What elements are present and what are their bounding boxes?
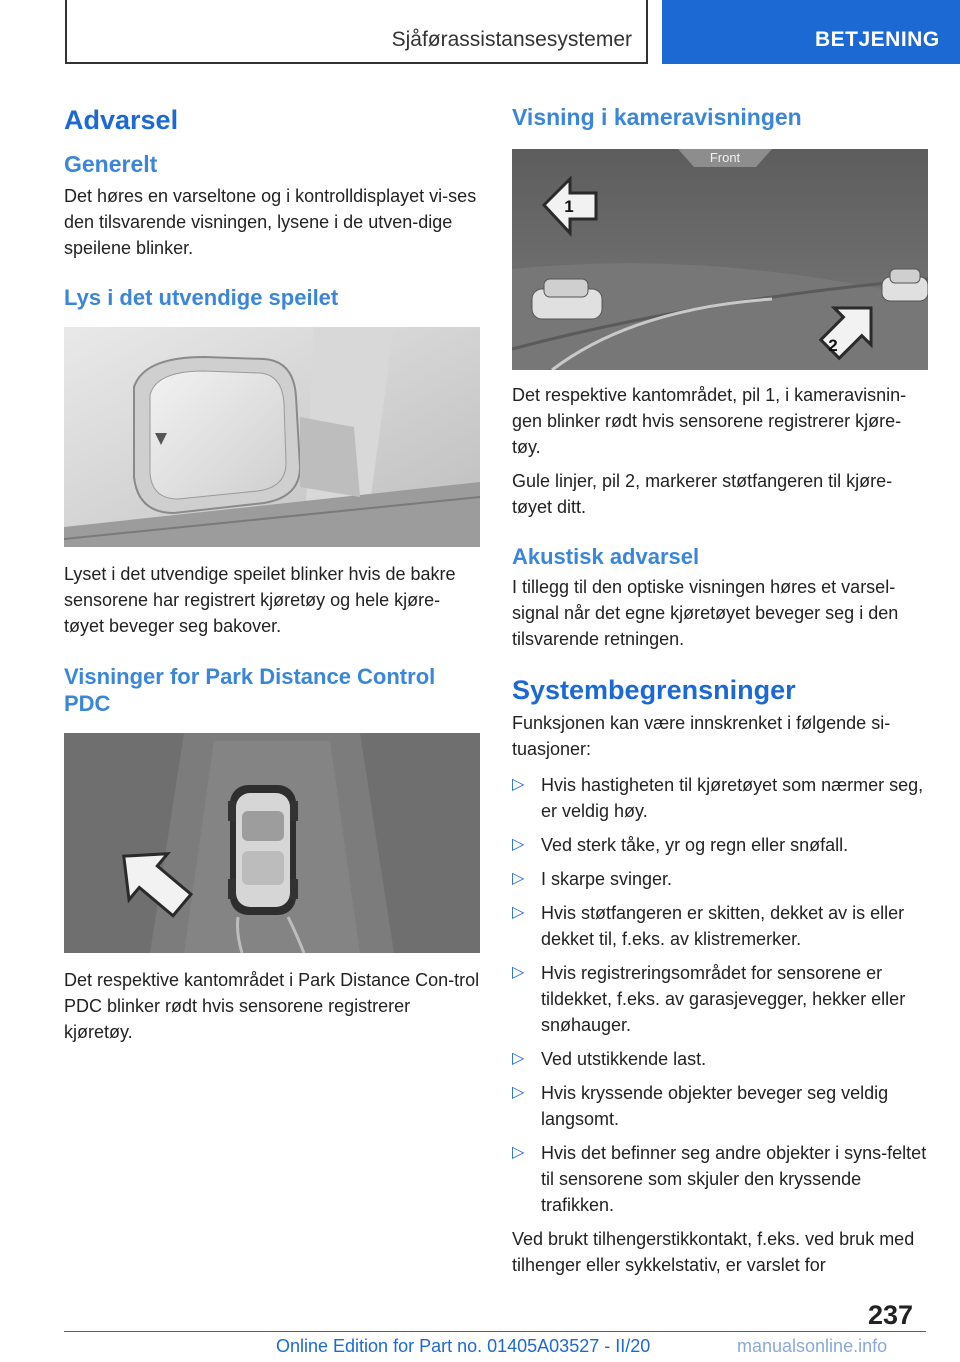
header-section-title: Sjåførassistansesystemer xyxy=(391,28,632,51)
list-item: ▷ Ved sterk tåke, yr og regn eller snøfall. xyxy=(512,832,928,858)
bullet-triangle-icon: ▷ xyxy=(512,870,525,888)
list-item: ▷ Hvis kryssende objekter beveger seg veldig langsomt. xyxy=(512,1080,928,1132)
heading-generelt: Generelt xyxy=(64,151,158,178)
paragraph-closing: Ved brukt tilhengerstikkontakt, f.eks. ved bruk med tilhenger eller sykkelstativ, er varslet for xyxy=(512,1229,915,1276)
heading-systembegrensninger: Systembegrensninger xyxy=(512,674,796,705)
camera-front-label: Front xyxy=(709,149,741,165)
list-item: ▷ Hvis støtfangeren er skitten, dekket av is eller dekket til, f.eks. av klistremerker. xyxy=(512,900,928,952)
bullet-triangle-icon: ▷ xyxy=(512,776,525,794)
paragraph-system-intro: Funksjonen kan være innskrenket i følgende si-tuasjoner: xyxy=(512,713,891,760)
bullet-triangle-icon: ▷ xyxy=(512,1084,525,1102)
paragraph-camera-2: Gule linjer, pil 2, markerer støtfangeren til kjøre-tøyet ditt. xyxy=(512,470,893,517)
footer-watermark: manualsonline.info xyxy=(737,1336,888,1356)
heading-akustisk: Akustisk advarsel xyxy=(512,543,700,569)
footer-edition: Online Edition for Part no. 01405A03527 - II/20 xyxy=(276,1336,651,1356)
paragraph-generelt: Det høres en varseltone og i kontrolldisplayet vi-ses den tilsvarende visningen, lysene i de utven-dige speilene blinker. xyxy=(64,185,477,258)
header-chapter-title: BETJENING xyxy=(815,28,940,51)
bullet-triangle-icon: ▷ xyxy=(512,1144,525,1162)
header-chapter-box xyxy=(662,0,960,64)
left-column xyxy=(64,96,480,1045)
camera-arrow-1-label: 1 xyxy=(564,196,574,216)
list-item: ▷ I skarpe svinger. xyxy=(512,866,928,892)
pdc-illustration xyxy=(64,733,480,953)
bullet-triangle-icon: ▷ xyxy=(512,836,525,854)
list-item: ▷ Hvis det befinner seg andre objekter i syns-feltet til sensorene som skjuler den kryssende trafikken. xyxy=(512,1140,928,1218)
bullet-triangle-icon: ▷ xyxy=(512,1050,525,1068)
paragraph-camera-1: Det respektive kantområdet, pil 1, i kameravisnin-gen blinker rødt hvis sensorene registrerer kjøre-tøy. xyxy=(512,384,907,457)
header-section-box xyxy=(65,0,648,64)
heading-pdc: Visninger for Park Distance Control PDC xyxy=(64,664,436,717)
heading-advarsel: Advarsel xyxy=(64,105,179,135)
list-item: ▷ Ved utstikkende last. xyxy=(512,1046,928,1072)
list-item: ▷ Hvis registreringsområdet for sensorene er tildekket, f.eks. av garasjevegger, hekker eller snøhauger. xyxy=(512,960,928,1038)
bullet-triangle-icon: ▷ xyxy=(512,964,525,982)
mirror-illustration xyxy=(64,327,480,547)
limitations-list xyxy=(512,772,928,1218)
paragraph-pdc: Det respektive kantområdet i Park Distance Con-trol PDC blinker rødt hvis sensorene registrerer kjøretøy. xyxy=(64,970,480,1043)
camera-view-illustration xyxy=(512,149,928,370)
heading-kameravisning: Visning i kameravisningen xyxy=(512,104,802,130)
right-column xyxy=(512,96,928,1278)
heading-lys-speilet: Lys i det utvendige speilet xyxy=(64,284,339,310)
camera-arrow-2-label: 2 xyxy=(828,335,838,355)
footer-divider xyxy=(64,1331,926,1332)
page-number: 237 xyxy=(868,1300,914,1330)
paragraph-akustisk: I tillegg til den optiske visningen høres et varsel-signal når det egne kjøretøyet beveger seg i den tilsvarende retningen. xyxy=(512,576,899,649)
paragraph-lys: Lyset i det utvendige speilet blinker hvis de bakre sensorene har registrert kjøretøy og hele kjøre-tøyet beveger seg bakover. xyxy=(64,564,456,637)
list-item: ▷ Hvis hastigheten til kjøretøyet som nærmer seg, er veldig høy. xyxy=(512,772,928,824)
bullet-triangle-icon: ▷ xyxy=(512,904,525,922)
